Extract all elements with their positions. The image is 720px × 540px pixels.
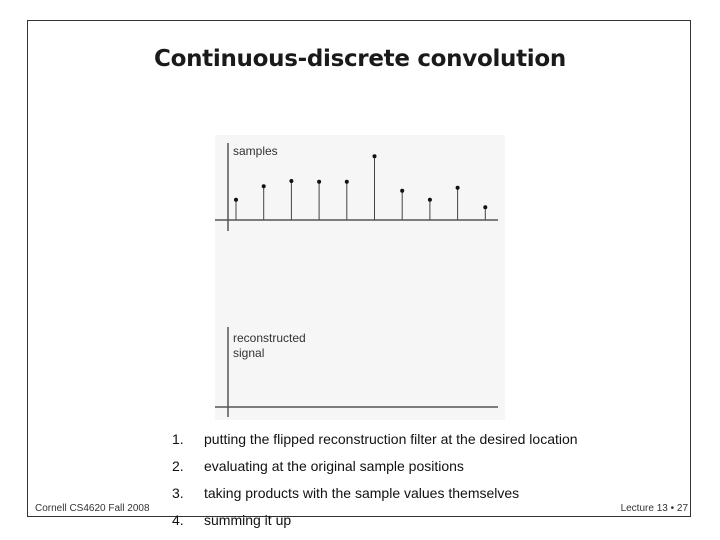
figure-svg (215, 135, 505, 420)
step-number: 4. (172, 512, 184, 528)
footer-course: Cornell CS4620 Fall 2008 (35, 503, 150, 514)
sample-dot (234, 198, 238, 202)
step-item (172, 428, 578, 455)
sample-dot (428, 198, 432, 202)
step-text: taking products with the sample values themselves (204, 485, 520, 501)
sample-stems (234, 154, 487, 220)
sample-dot (345, 180, 349, 184)
sample-dot (317, 180, 321, 184)
slide-title: Continuous-discrete convolution (154, 46, 566, 72)
step-item (172, 455, 578, 482)
step-item (172, 509, 578, 536)
step-text: putting the flipped reconstruction filter at the desired location (204, 431, 578, 447)
step-number: 2. (172, 458, 184, 474)
footer-lecture: Lecture 13 • 27 (620, 503, 688, 514)
step-text: summing it up (204, 512, 292, 528)
sample-dot (262, 184, 266, 188)
step-item (172, 482, 578, 509)
sample-dot (289, 179, 293, 183)
step-number: 3. (172, 485, 184, 501)
step-number: 1. (172, 431, 184, 447)
samples-label: samples (233, 144, 278, 158)
convolution-figure (215, 135, 505, 420)
step-text: evaluating at the original sample positions (204, 458, 464, 474)
sample-dot (373, 154, 377, 158)
sample-dot (456, 186, 460, 190)
sample-dot (483, 205, 487, 209)
signal-label: signal (233, 346, 265, 360)
reconstructed-label: reconstructed (233, 331, 306, 345)
sample-dot (400, 189, 404, 193)
steps-list (172, 428, 578, 536)
